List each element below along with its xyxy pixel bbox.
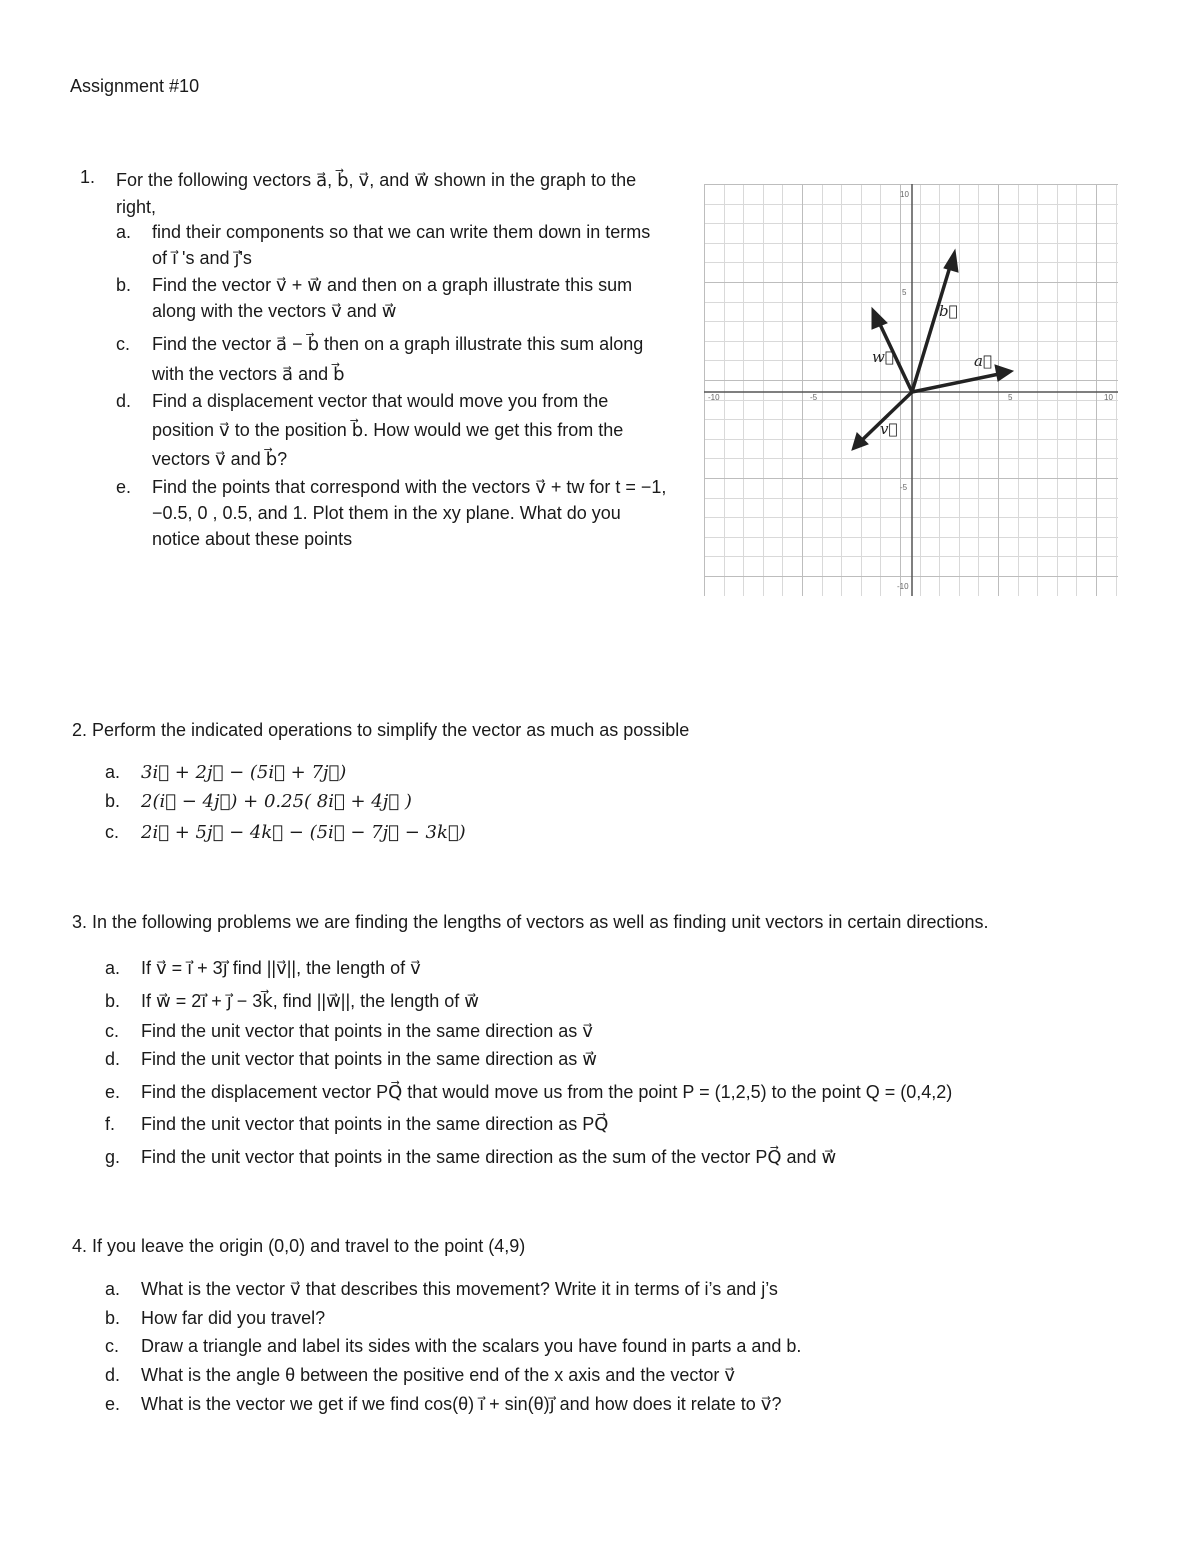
vector-label-w: w⃗ [872,348,894,366]
item-text: Find the vector a⃗ − b⃗ then on a graph illustrate this sum along with the vectors a⃗ and b⃗ [152,334,644,384]
tick-label-y-10: 10 [900,190,909,199]
item-text: Find a displacement vector that would move you from the position v⃗ to the position b⃗. How would we get this from the vectors v⃗ and b⃗? [152,391,624,469]
item-text: If v⃗ = i⃗ + 3j⃗ find ||v⃗||, the length of v⃗ [141,958,421,978]
item-text: 2(i⃗ − 4j⃗) + 0.25( 8i⃗ + 4j⃗ ) [141,791,412,812]
tick-label-x-10: 10 [1104,393,1113,402]
item-label: d. [105,1049,121,1069]
vector-label-a: a⃗ [974,352,992,370]
item-text: Find the points that correspond with the vectors v⃗ + tw for t = −1, −0.5, 0 , 0.5, and 1. Plot them in the xy plane. What do you notice about these points [152,477,667,549]
item-text: Find the vector v⃗ + w⃗ and then on a graph illustrate this sum along with the vectors v⃗ and w⃗ [152,275,633,321]
item-label: a. [105,958,121,978]
q1-stem: For the following vectors a⃗, b⃗, v⃗, and w⃗ shown in the graph to the right, [116,170,637,217]
tick-label-x-neg5: -5 [810,393,818,402]
tick-label-y-5: 5 [902,288,907,297]
item-text: What is the vector v⃗ that describes this movement? Write it in terms of i’s and j’s [141,1279,778,1299]
item-label: b. [116,275,132,295]
vector-a-head [995,365,1013,381]
item-text: Find the unit vector that points in the same direction as PQ⃗ [141,1114,609,1134]
item-text: If w⃗ = 2i⃗ + j⃗ − 3k⃗, find ||w⃗||, the length of w⃗ [141,991,479,1011]
item-text: 2i⃗ + 5j⃗ − 4k⃗ − (5i⃗ − 7j⃗ − 3k⃗) [141,822,466,843]
item-label: g. [105,1147,121,1167]
q4-heading: 4. If you leave the origin (0,0) and travel to the point (4,9) [72,1236,526,1256]
item-text: How far did you travel? [141,1308,326,1328]
vector-label-v: v⃗ [880,420,898,438]
item-text: What is the vector we get if we find cos(θ) i⃗ + sin(θ)j⃗ and how does it relate to v⃗? [141,1394,782,1414]
vector-graph [704,184,1118,596]
tick-label-y-neg10: -10 [897,582,909,591]
vector-w-head [872,308,887,329]
item-label: c. [105,1336,120,1356]
q1-number: 1. [80,167,96,187]
item-label: b. [105,791,121,811]
item-text: Find the displacement vector PQ⃗ that would move us from the point P = (1,2,5) to the point Q = (0,4,2) [141,1082,953,1102]
item-text: What is the angle θ between the positive end of the x axis and the vector v⃗ [141,1365,736,1385]
item-label: c. [116,334,131,354]
item-label: c. [105,822,120,842]
item-label: e. [105,1394,121,1414]
item-label: e. [105,1082,121,1102]
assignment-title: Assignment #10 [70,76,200,96]
item-label: b. [105,991,121,1011]
item-text: Find the unit vector that points in the same direction as w⃗ [141,1049,597,1069]
item-text: find their components so that we can write them down in terms of i⃗ 's and j⃗'s [152,222,651,268]
q2-heading: 2. Perform the indicated operations to simplify the vector as much as possible [72,720,690,740]
item-text: Find the unit vector that points in the same direction as the sum of the vector PQ⃗ and w⃗ [141,1147,837,1167]
item-label: d. [105,1365,121,1385]
vector-label-b: b⃗ [939,302,958,320]
vector-b [912,260,952,392]
item-text: 3i⃗ + 2j⃗ − (5i⃗ + 7j⃗) [141,762,347,783]
item-label: e. [116,477,132,497]
item-label: a. [116,222,132,242]
q3-heading: 3. In the following problems we are finding the lengths of vectors as well as finding unit vectors in certain directions. [72,912,989,932]
tick-label-x-neg10: -10 [708,393,720,402]
item-label: f. [105,1114,116,1134]
vector-a [912,373,1004,392]
tick-label-x-5: 5 [1008,393,1013,402]
vector-b-head [944,250,958,272]
item-label: a. [105,1279,121,1299]
item-text: Find the unit vector that points in the same direction as v⃗ [141,1021,593,1041]
item-label: a. [105,762,121,782]
item-text: Draw a triangle and label its sides with the scalars you have found in parts a and b. [141,1336,802,1356]
item-label: c. [105,1021,120,1041]
tick-label-y-neg5: -5 [900,483,908,492]
item-label: b. [105,1308,121,1328]
item-label: d. [116,391,132,411]
